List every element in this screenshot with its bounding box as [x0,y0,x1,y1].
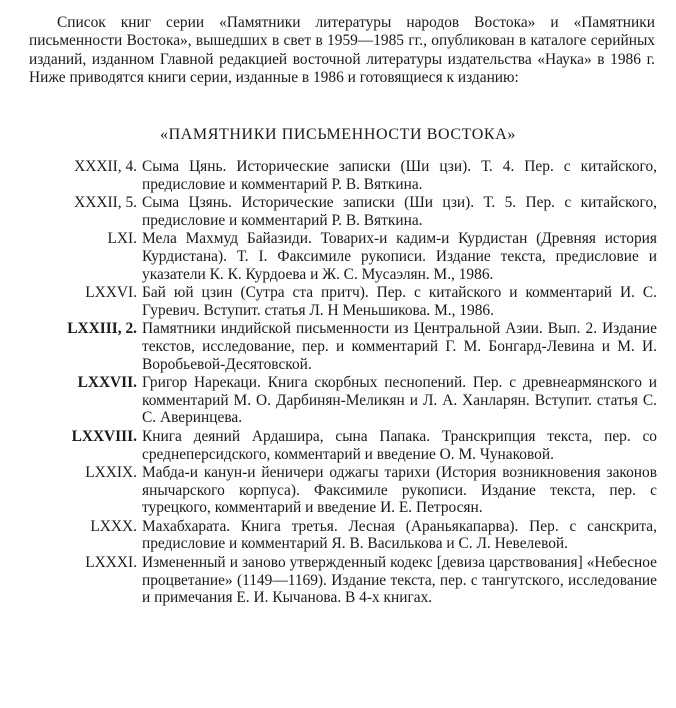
book-entry [0,320,676,373]
book-entry [0,284,676,319]
series-title: «ПАМЯТНИКИ ПИСЬМЕННОСТИ ВОСТОКА» [160,126,516,143]
entry-text: Книга деяний Ардашира, сына Папака. Транскрипция текста, пер. со среднеперсидского, комментарий и введение О. М. Чунаковой. [142,427,657,463]
entry-text: Григор Нарекаци. Книга скорбных песнопений. Пер. с древнеармянского и комментарий М. О. Дарбинян-Меликян и Л. А. Ханларян. Вступит. статья С. С. Аверинцева. [142,374,657,427]
book-entry [0,464,676,517]
entry-number: XXXII, 4. [74,158,137,175]
book-entry [0,194,676,229]
entry-number: LXXX. [90,517,137,535]
book-entry [0,518,676,553]
book-entry [0,428,676,463]
entry-number: LXXVIII. [71,427,137,445]
book-entry [0,230,676,283]
entry-text: Сыма Цянь. Исторические записки (Ши цзи). Т. 4. Пер. с китайского, предисловие и комментарий Р. В. Вяткина. [142,158,657,193]
entry-number: LXXVI. [85,284,137,302]
entry-text: Махабхарата. Книга третья. Лесная (Араньякапарва). Пер. с санскрита, предисловие и комментарий Я. В. Василькова и С. Л. Невелевой. [142,517,657,553]
book-entry [0,554,676,607]
entry-number: LXXIII, 2. [67,320,137,338]
book-entry [0,158,676,193]
entry-text: Мабда-и канун-и йеничери оджагы тарихи (История возникновения законов янычарского корпуса). Факсимиле рукописи. Издание текста, пер. с турецкого, комментарий и введение И. Е. Петросян. [142,464,657,517]
entry-number: XXXII, 5. [74,194,137,212]
book-entry [0,374,676,427]
entry-text: Бай юй цзин (Сутра ста притч). Пер. с китайского и комментарий И. С. Гуревич. Вступит. статья Л. Н Меньшикова. М., 1986. [142,284,657,319]
entry-number: LXXVII. [77,374,137,392]
entry-text: Памятники индийской письменности из Центральной Азии. Вып. 2. Издание текстов, исследование, пер. и комментарий Г. М. Бонгард-Левина и М. И. Воробьевой-Десятовской. [142,320,657,373]
entry-number: LXXIX. [85,464,137,482]
entry-text: Мела Махмуд Байазиди. Товарих-и кадим-и Курдистан (Древняя история Курдистана). Т. I. Факсимиле рукописи. Издание текста, предисловие и указатели К. К. Курдоева и Ж. С. Мусаэлян. М., 1986. [142,230,657,283]
intro-paragraph: Список книг серии «Памятники литературы народов Востока» и «Памятники письменности Востока», вышедших в свет в 1959—1985 гг., опубликован в каталоге серийных изданий, изданном Главной редакцией восточной литературы издательства «Наука» в 1986 г. Ниже приводятся книги серии, изданные в 1986 и готовящиеся к изданию: [29,14,655,87]
book-list [0,158,676,608]
entry-number: LXXXI. [85,554,137,572]
entry-text: Измененный и заново утвержденный кодекс [девиза царствования] «Небесное процветание» (1149—1169). Издание текста, пер. с тангутского, исследование и примечания Е. И. Кычанова. В 4-х книгах. [142,554,657,607]
entry-text: Сыма Цзянь. Исторические записки (Ши цзи). Т. 5. Пер. с китайского, предисловие и комментарий Р. В. Вяткина. [142,194,657,229]
entry-number: LXI. [107,230,137,248]
